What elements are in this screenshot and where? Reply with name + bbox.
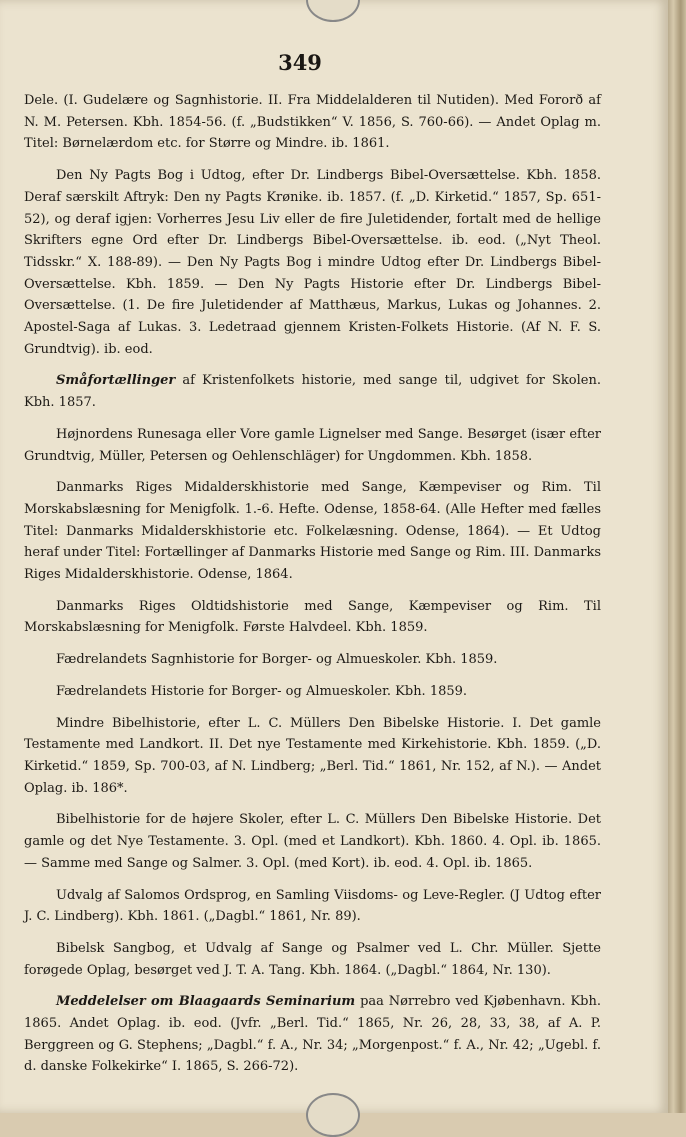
entry-title: Småfortællinger <box>56 373 176 389</box>
bottom-binding-tab <box>306 1093 360 1137</box>
entry-1: Dele. (I. Gudelære og Sagnhistorie. II. Fra Middelalderen til Nutiden). Med Fororð af N. M. Petersen. Kbh. 1854-56. (f. „Budstikken“ V. 1856, S. 760-66). — Andet Oplag m. Titel: Børnelærdom etc. for Større og Mindre. ib. 1861. <box>24 93 601 152</box>
entry-12: Bibelsk Sangbog, et Udvalg af Sange og Psalmer ved L. Chr. Müller. Sjette forøgede Oplag, besørget ved J. T. A. Tang. Kbh. 1864. („Dagbl.“ 1864, Nr. 130). <box>24 940 601 978</box>
entry-13: Meddelelser om Blaagaards Seminarium paa Nørrebro ved Kjøbenhavn. Kbh. 1865. Andet Oplag. ib. eod. (Jvfr. „Berl. Tid.“ 1865, Nr. 26, 28, 33, 38, af A. P. Berggreen og G. Stephens; „Dagbl.“ f. A., Nr. 34; „Morgenpost.“ f. A., Nr. 42; „Ugebl. f. d. danske Folkekirke“ I. 1865, S. 266-72). <box>24 994 601 1075</box>
page-number: 349 <box>278 50 322 75</box>
entry-6: Danmarks Riges Oldtidshistorie med Sange, Kæmpeviser og Rim. Til Morskabslæsning for Menigfolk. Første Halvdeel. Kbh. 1859. <box>24 598 601 636</box>
page-body <box>24 90 601 1088</box>
entry-2: Den Ny Pagts Bog i Udtog, efter Dr. Lindbergs Bibel-Oversættelse. Kbh. 1858. Deraf særskilt Aftryk: Den ny Pagts Krønike. ib. 1857. (f. „D. Kirketid.“ 1857, Sp. 651-52), og deraf igjen: Vorherres Jesu Liv eller de fire Juletidender, fortalt med de hellige Skrifters egne Ord efter Dr. Lindbergs Bibel-Oversættelse. ib. eod. („Nyt Theol. Tidsskr.“ X. 188-89). — Den Ny Pagts Bog i mindre Udtog efter Dr. Lindbergs Bibel-Oversættelse. Kbh. 1859. — Den Ny Pagts Historie efter Dr. Lindbergs Bibel-Oversættelse. (1. De fire Juletidender af Matthæus, Markus, Lukas og Johannes. 2. Apostel-Saga af Lukas. 3. Ledetraad gjennem Kristen-Folkets Historie. (Af N. F. S. Grundtvig). ib. eod. <box>24 168 601 357</box>
entry-9: Mindre Bibelhistorie, efter L. C. Müllers Den Bibelske Historie. I. Det gamle Testamente med Landkort. II. Det nye Testamente med Kirkehistorie. Kbh. 1859. („D. Kirketid.“ 1859, Sp. 700-03, af N. Lindberg; „Berl. Tid.“ 1861, Nr. 152, af N.). — Andet Oplag. ib. 186*. <box>24 715 601 796</box>
entry-3: Småfortællinger af Kristenfolkets historie, med sange til, udgivet for Skolen. Kbh. 1857. <box>24 373 601 411</box>
entry-5: Danmarks Riges Midalderskhistorie med Sange, Kæmpeviser og Rim. Til Morskabslæsning for Menigfolk. 1.-6. Hefte. Odense, 1858-64. (Alle Hefter med fælles Titel: Danmarks Midalderskhistorie etc. Folkelæsning. Odense, 1864). — Et Udtog heraf under Titel: Fortællinger af Danmarks Historie med Sange og Rim. III. Danmarks Riges Midalderskhistorie. Odense, 1864. <box>24 480 601 583</box>
entry-8: Fædrelandets Historie for Borger- og Almueskoler. Kbh. 1859. <box>56 683 468 699</box>
entry-title: Meddelelser om Blaagaards Seminarium <box>56 994 356 1010</box>
top-binding-tab <box>306 0 360 22</box>
book-spine <box>668 0 686 1113</box>
entry-7: Fædrelandets Sagnhistorie for Borger- og Almueskoler. Kbh. 1859. <box>56 652 498 668</box>
entry-4: Højnordens Runesaga eller Vore gamle Lignelser med Sange. Besørget (især efter Grundtvig, Müller, Petersen og Oehlenschläger) for Ungdommen. Kbh. 1858. <box>24 426 601 464</box>
entry-11: Udvalg af Salomos Ordsprog, en Samling Viisdoms- og Leve-Regler. (J Udtog efter J. C. Lindberg). Kbh. 1861. („Dagbl.“ 1861, Nr. 89). <box>24 887 601 925</box>
entry-10: Bibelhistorie for de højere Skoler, efter L. C. Müllers Den Bibelske Historie. Det gamle og det Nye Testamente. 3. Opl. (med et Landkort). Kbh. 1860. 4. Opl. ib. 1865. — Samme med Sange og Salmer. 3. Opl. (med Kort). ib. eod. 4. Opl. ib. 1865. <box>24 812 601 871</box>
